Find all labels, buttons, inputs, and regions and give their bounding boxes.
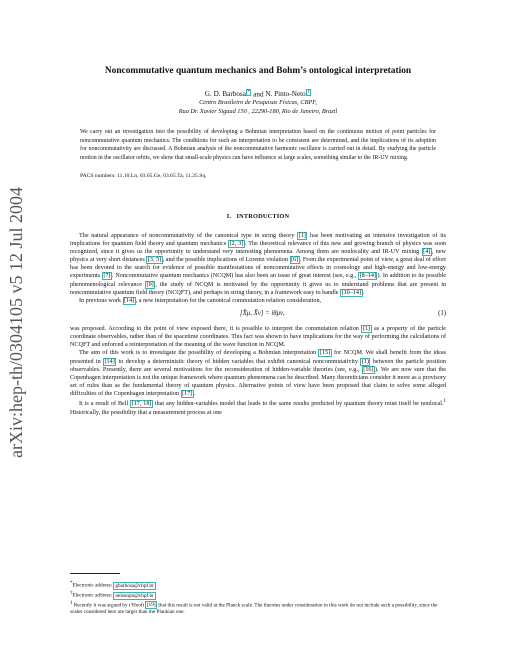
footnote-divider [70, 573, 120, 574]
citation-link[interactable]: [15] [319, 350, 331, 357]
footnote-email-2: †Electronic address: nelsonpn@cbpf.br [70, 590, 154, 599]
paragraph-2: In previous work [14] , a new interpretation for the canonical commutation relation consideration, [79, 297, 322, 304]
citation-link[interactable]: [17, 18] [131, 401, 152, 408]
pacs-numbers: PACS numbers: 11.10.Ln, 03.65.Ge, 03.65.Ta, 11.25.Sq. [80, 172, 207, 179]
citation-link[interactable]: [4] [423, 248, 431, 255]
email-link-barbosa[interactable]: gbarbosa@cbpf.br [115, 582, 154, 589]
citation-link[interactable]: [3, 5] [147, 257, 162, 264]
paragraph-1: The natural appearance of noncommutativity of the canonical type in string theory [1] has been motivating an intensive investigation of its implications for quantum field theory and quantum mechanics [2, 3] . The theoretical relevance of this new and growing branch of physics was soon recognized, since it gives us the opportunity to understand very interesting phenomena. Among them are nonlocality and IR-UV mixing [4] , new physics at very short distances [3, 5] , and the possible implications of Lorentz violation [6] . From the experimental point of view, a great deal of effort has been devoted to the search for evidence of possible manifestations of noncommutative effects in cosmology and high-energy and low-energy experiments [7] . Noncommutative quantum mechanics (NCQM) has also been an issue of great interest (see, e.g., [8–14] ). In addition to its possible phenomenological relevance [9] , the study of NCQM is motivated by the opportunity it gives us to understand problems that are present in noncommutative quantum field theory (NCQFT), and perhaps in string theory, in a framework easy to handle [10–14] . [70, 232, 447, 296]
footnote-marker-author2[interactable]: † [307, 90, 310, 95]
citation-link[interactable]: [7] [103, 273, 111, 280]
citation-link[interactable]: [8–14] [359, 273, 376, 280]
footnote-1: 1 Recently it was argued by t’Hooft [19] that this result is not valid at the Planck scale. The theories under consideration in this work do not include such a possibility, since the scales considered here are larger than the Plankian one. [70, 600, 438, 616]
footnotes [70, 580, 446, 617]
section-heading-introduction [70, 213, 446, 220]
equation-number: (1) [438, 309, 446, 317]
equation-1 [70, 308, 446, 322]
paragraph-3: was proposed. According to the point of view exposed there, it is possible to interpret the commutation relation (1) as a property of the particle coordinate observables, rather than of the spacetime coordinates. This fact was shown to have implications for the way of performing the calculations of NCQFT and enforced a reinterpretation of the meaning of the wave function in NCQM. [70, 325, 446, 349]
footnote-marker-author1[interactable]: * [247, 90, 250, 95]
author-conjunction: and [253, 90, 264, 99]
paragraph-4: The aim of this work is to investigate the possibility of developing a Bohmian interpretation [15] for NCQM. We shall benefit from the ideas presented in [14] to develop a deterministic theory of hidden variables that exhibit canonical noncommutativity (1) between the particle position observables. Presently, there are several motivations for the reconsideration of hidden-variable theories (see, e.g., [16] ). We are now sure that the Copenhagen interpretation is not the unique framework where quantum phenomena can be described. Many theoreticians consider it more as a provisory set of rules than as the fundamental theory of quantum physics. Alternative points of view have been proposed that claim to solve some alleged difficulties of the Copenhagen interpretation [17] . [70, 350, 447, 398]
arxiv-stamp-text: arXiv:hep-th/0304105 v5 12 Jul 2004 [6, 187, 26, 458]
email-link-pinto-neto[interactable]: nelsonpn@cbpf.br [115, 592, 154, 599]
citation-link[interactable]: [14] [104, 358, 115, 365]
paper-header [70, 66, 446, 417]
paper-title: Noncommutative quantum mechanics and Bohm’s ontological interpretation [104, 66, 412, 76]
citation-link[interactable]: [1] [298, 232, 306, 239]
author-barbosa[interactable]: G. D. Barbosa * [204, 90, 250, 99]
citation-link[interactable]: [16] [363, 366, 374, 373]
citation-link[interactable]: [9] [146, 281, 154, 288]
abstract: We carry out an investigation into the possibility of developing a Bohmian interpretation based on the continuous motion of point particles for noncommutative quantum mechanics. The conditions for such an interpretation to be consistent are determined, and the implications of its adoption for noncommutativity are discussed. A Bohmian analysis of the noncommutative harmonic oscillator is carried out in detail. By studying the particle motion in the oscillator orbits, we show that small-scale physics can have influence at large scales, something similar to the IR-UV mixing. [80, 129, 436, 161]
citation-link[interactable]: [19] [146, 602, 156, 609]
citation-link[interactable]: [14] [124, 297, 135, 304]
affiliation-line-1: Centro Brasileiro de Pesquisas Físicas, CBPF, [199, 99, 317, 107]
equation-reference-link[interactable]: (1) [362, 325, 371, 332]
arxiv-identifier-stamp [2, 180, 30, 460]
citation-link[interactable]: [2, 3] [229, 240, 244, 247]
paragraph-5: It is a result of Bell [17, 18] that any hidden-variables model that leads to the same results predicted by quantum theory must itself be nonlocal.$^1$ Historically, the possibility that a measurement process at one [70, 399, 447, 416]
author-list [70, 88, 446, 99]
author-pinto-neto[interactable]: N. Pinto-Neto † [265, 90, 310, 99]
section-title-text: INTRODUCTION [236, 212, 290, 220]
affiliation-line-2: Rua Dr. Xavier Sigaud 150 , 22290-180, Rio de Janeiro, Brazil [178, 107, 338, 115]
citation-link[interactable]: [6] [291, 257, 299, 264]
equation-reference-link[interactable]: (1) [361, 358, 369, 365]
equation-body: [X̂μ, X̂ν] = iθμν, [240, 309, 285, 317]
footnote-marker-1[interactable]: 1 [443, 399, 447, 405]
introduction-body [70, 232, 446, 417]
citation-link[interactable]: [10–14] [341, 289, 362, 296]
footnote-email-1: *Electronic address: gbarbosa@cbpf.br [70, 581, 154, 589]
citation-link[interactable]: [17] [182, 391, 193, 398]
section-number: I. [226, 212, 232, 220]
